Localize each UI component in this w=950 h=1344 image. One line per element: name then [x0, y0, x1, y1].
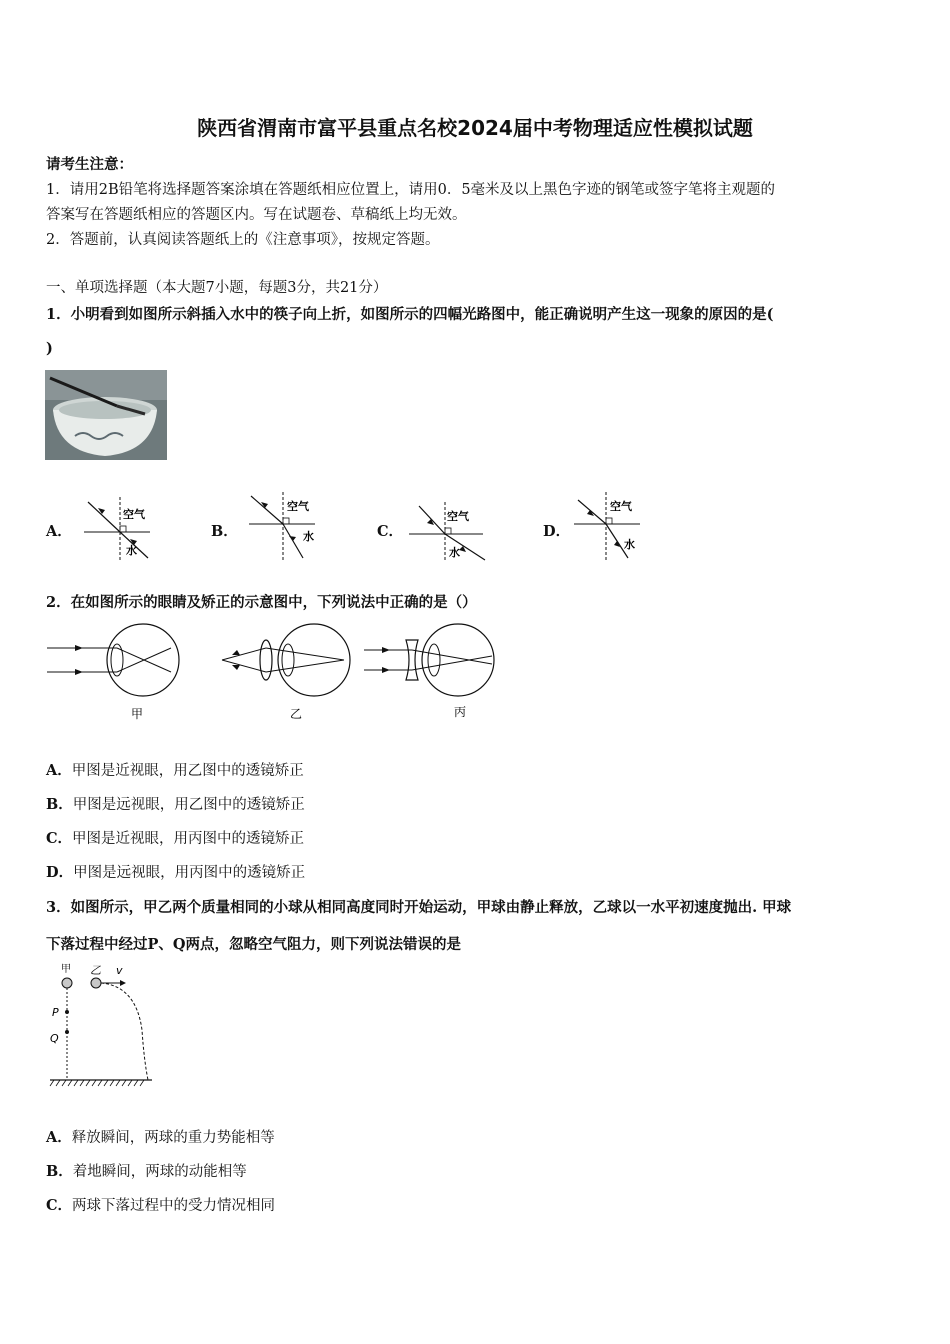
q1-option-d-label: D．	[543, 523, 571, 540]
q2-stem: 2．在如图所示的眼睛及矫正的示意图中，下列说法中正确的是（）	[46, 594, 477, 611]
q3-stem: 3．如图所示，甲乙两个质量相同的小球从相同高度同时开始运动，甲球由静止释放，乙球以一水平初速度抛出. 甲球	[46, 899, 792, 916]
q3-label-p: P	[52, 1006, 59, 1019]
q1-option-c-diagram	[405, 496, 490, 564]
q2-eye-figure-bing	[362, 620, 497, 725]
q1-stem: 1．小明看到如图所示斜插入水中的筷子向上折，如图所示的四幅光路图中，能正确说明产生这一现象的原因的是(	[46, 306, 774, 323]
q3-projectile-figure	[44, 960, 164, 1090]
notice-line-1b: 答案写在答题纸相应的答题区内。写在试题卷、草稿纸上均无效。	[46, 207, 467, 223]
q1-a-air-label: 空气	[123, 508, 145, 521]
q2-option-c: C．甲图是近视眼，用丙图中的透镜矫正	[46, 830, 305, 847]
q3-label-jia: 甲	[61, 964, 71, 975]
section-heading: 一、单项选择题（本大题7小题，每题3分，共21分）	[46, 280, 388, 296]
q1-c-air-label: 空气	[447, 510, 469, 523]
q1-option-a-label: A．	[46, 523, 72, 540]
q1-option-c-label: C．	[377, 523, 404, 540]
q2-option-b: B．甲图是远视眼，用乙图中的透镜矫正	[46, 796, 305, 813]
q2-eye-figure-jia	[45, 620, 180, 725]
q1-option-b-label: B．	[211, 523, 238, 540]
q2-fig-label-jia: 甲	[131, 707, 144, 721]
q1-d-air-label: 空气	[610, 500, 632, 513]
q3-option-c: C．两球下落过程中的受力情况相同	[46, 1197, 276, 1214]
q3-option-a: A．释放瞬间，两球的重力势能相等	[46, 1129, 275, 1146]
q1-b-water-label: 水	[303, 530, 314, 543]
q1-option-d-diagram	[570, 488, 645, 562]
q3-label-q: Q	[50, 1032, 59, 1045]
notice-heading: 请考生注意：	[46, 156, 133, 173]
q1-option-b-diagram	[245, 488, 320, 562]
q3-label-yi: 乙	[90, 964, 101, 977]
q1-stem-end: )	[46, 340, 53, 357]
notice-line-1: 1．请用2B铅笔将选择题答案涂填在答题纸相应位置上，请用0．5毫米及以上黑色字迹的钢笔或签字笔将主观题的	[46, 182, 776, 198]
q3-stem-2: 下落过程中经过P、Q两点，忽略空气阻力，则下列说法错误的是	[46, 936, 462, 953]
q2-fig-label-bing: 丙	[454, 705, 467, 719]
q1-c-water-label: 水	[449, 546, 460, 559]
q1-b-air-label: 空气	[287, 500, 309, 513]
q1-option-a-diagram	[80, 492, 155, 562]
q2-option-d: D．甲图是远视眼，用丙图中的透镜矫正	[46, 864, 306, 881]
q1-a-water-label: 水	[126, 544, 137, 557]
q3-label-v: v	[116, 964, 123, 977]
q2-option-a: A．甲图是近视眼，用乙图中的透镜矫正	[46, 762, 304, 779]
chopstick-bowl-photo	[45, 370, 167, 460]
q2-eye-figure-yi	[218, 620, 358, 725]
q3-option-b: B．着地瞬间，两球的动能相等	[46, 1163, 247, 1180]
notice-line-2: 2．答题前，认真阅读答题纸上的《注意事项》，按规定答题。	[46, 232, 440, 248]
page-title: 陕西省渭南市富平县重点名校2024届中考物理适应性模拟试题	[197, 116, 753, 140]
q2-fig-label-yi: 乙	[290, 707, 303, 721]
q1-d-water-label: 水	[624, 538, 635, 551]
